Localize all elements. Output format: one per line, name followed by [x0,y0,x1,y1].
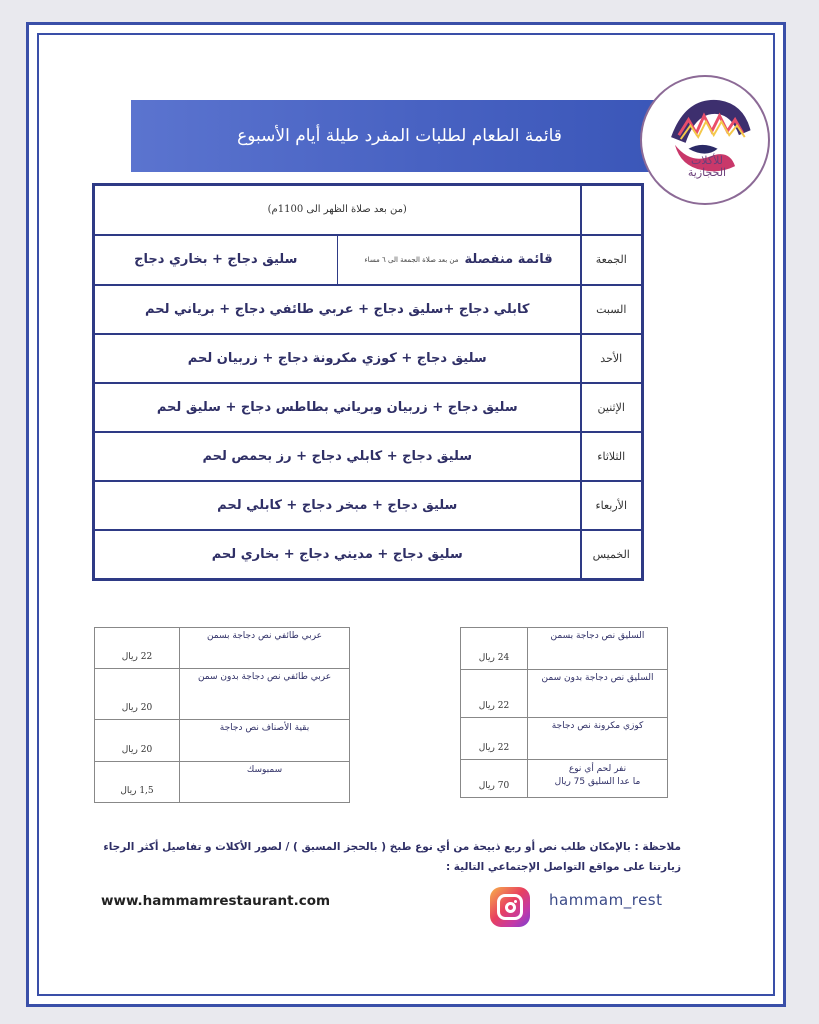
price-row [95,719,350,762]
price-value: 20 ريال [95,668,180,719]
price-item: السليق نص دجاجة بسمن [528,628,668,670]
restaurant-logo [640,75,770,205]
price-item: السليق نص دجاجة بدون سمن [528,670,668,718]
website-link[interactable]: www.hammamrestaurant.com [101,893,331,909]
menu-row [94,285,643,334]
menu-row [94,481,643,530]
menu-row [94,334,643,383]
friday-cell [94,235,581,285]
page-title: قائمة الطعام لطلبات المفرد طيلة أيام الأسبوع [237,126,562,146]
logo-tagline [677,155,737,179]
day-label: الأربعاء [581,481,643,530]
menu-row [94,383,643,432]
price-value: 20 ريال [95,719,180,762]
dish-text: سليق دجاج + كوزي مكرونة دجاج + زربيان لحم [94,334,581,383]
logo-tagline-line2: الحجازية [687,166,727,179]
price-row [95,668,350,719]
menu-row [94,530,643,579]
weekly-menu-table [92,183,644,581]
friday-special-note: من بعد صلاة الجمعة الى ٦ مساء [364,255,459,264]
note-text: ملاحظة : بالإمكان طلب نص أو ربع ذبيحة من أي نوع طبخ ( بالحجز المسبق ) / لصور الأكلات و تفاصيل أكثر الرجاء زيارتنا على مواقع التواصل الإجتماعي التالية : [103,841,681,873]
price-value: 22 ريال [461,670,528,718]
price-value: 70 ريال [461,760,528,798]
day-label: الإثنين [581,383,643,432]
price-item: بقية الأصناف نص دجاجة [180,719,350,762]
price-item: عربي طائفي نص دجاجة بسمن [180,628,350,669]
price-row [461,670,668,718]
menu-header-row [94,185,643,235]
price-row [95,628,350,669]
dish-text: سليق دجاج + كابلي دجاج + رز بحمص لحم [94,432,581,481]
price-row [461,760,668,798]
price-value: 22 ريال [95,628,180,669]
logo-tagline-line1: للأكلات [690,154,724,167]
friday-dish: سليق دجاج + بخاري دجاج [134,252,298,268]
friday-special [337,236,580,284]
menu-header-corner [581,185,643,235]
day-label: السبت [581,285,643,334]
title-banner [131,100,671,172]
price-item: عربي طائفي نص دجاجة بدون سمن [180,668,350,719]
instagram-icon[interactable] [490,887,530,927]
day-label: الأحد [581,334,643,383]
friday-special-label: قائمة منفصلة [464,252,553,268]
price-table-right [460,627,668,798]
price-item: سمبوسك [180,762,350,803]
price-value: 24 ريال [461,628,528,670]
price-row [95,762,350,803]
price-value: 1,5 ريال [95,762,180,803]
day-label: الخميس [581,530,643,579]
day-label: الجمعة [581,235,643,285]
dish-text: سليق دجاج + مديني دجاج + بخاري لحم [94,530,581,579]
dish-text: كابلي دجاج +سليق دجاج + عربي طائفي دجاج + برياني لحم [94,285,581,334]
menu-row [94,432,643,481]
dish-text: سليق دجاج + مبخر دجاج + كابلي لحم [94,481,581,530]
price-value: 22 ريال [461,718,528,760]
price-table-left [94,627,350,803]
menu-hours: (من بعد صلاة الظهر الى 1100م) [94,185,581,235]
dish-text: سليق دجاج + زربيان وبرياني بطاطس دجاج + سليق لحم [94,383,581,432]
menu-row-friday [94,235,643,285]
instagram-handle[interactable]: hammam_rest [549,891,663,909]
price-item: نفر لحم أي نوع ما عدا السليق 75 ريال [528,760,668,798]
logo-icon [642,77,768,203]
price-item: كوزي مكرونة نص دجاجة [528,718,668,760]
price-row [461,628,668,670]
price-row [461,718,668,760]
day-label: الثلاثاء [581,432,643,481]
